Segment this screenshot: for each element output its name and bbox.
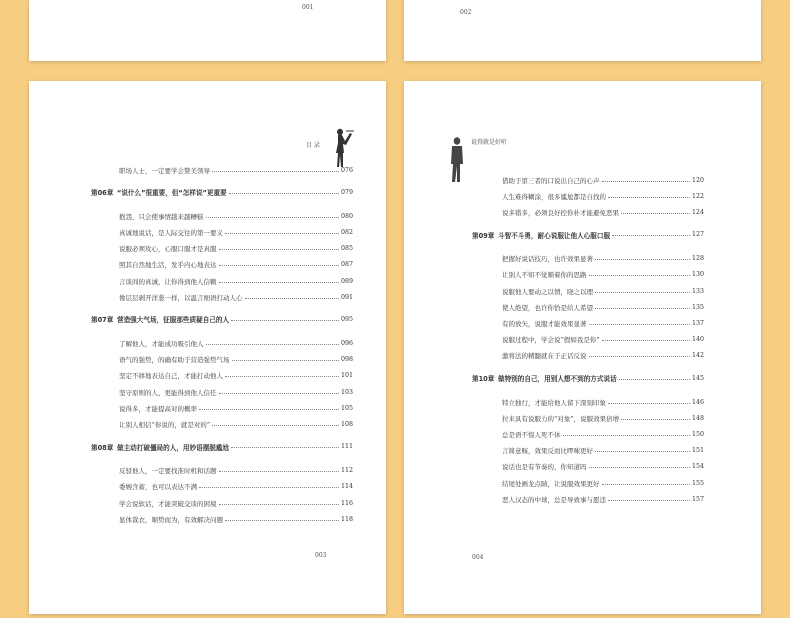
dot-leader xyxy=(231,320,339,321)
toc-item-title: 特立独行，才能给他人留下深刻印象 xyxy=(502,398,606,407)
toc-page-number: 155 xyxy=(691,479,704,487)
dot-leader xyxy=(206,344,339,345)
chapter-number: 第09章 xyxy=(472,231,495,240)
toc-item-title: 言谈间的真诚，让你得到他人信赖 xyxy=(119,277,217,286)
toc-item-row xyxy=(119,242,353,256)
dot-leader xyxy=(219,265,339,266)
dot-leader xyxy=(612,235,690,236)
toc-page-number: 085 xyxy=(340,245,353,253)
toc-page-number: 091 xyxy=(340,293,353,301)
page-number: 004 xyxy=(472,554,484,561)
toc-item-row xyxy=(502,349,704,363)
toc-page-number: 146 xyxy=(691,398,704,406)
toc-item-row xyxy=(502,476,704,490)
toc-page-number: 114 xyxy=(340,483,353,491)
toc-page-number: 135 xyxy=(691,303,704,311)
toc-page-number: 127 xyxy=(691,231,704,239)
dot-leader xyxy=(225,520,339,521)
toc-page-number: 124 xyxy=(691,208,704,216)
toc-item-title: 结尾处画龙点睛，让说服效果更好 xyxy=(502,479,600,488)
toc-item-title: 照其自然地生活，发乎内心地表达 xyxy=(119,261,217,270)
dot-leader xyxy=(595,451,690,452)
toc-page-number: 082 xyxy=(340,228,353,236)
chapter-number: 第07章 xyxy=(91,316,114,325)
chapter-title: 营造强大气场，征服那些质疑自己的人 xyxy=(117,316,230,325)
toc-item-title: 说服他人要动之以情，晓之以理 xyxy=(502,287,593,296)
chapter-title: 做主动打破僵局的人，用妙语摆脱尴尬 xyxy=(117,443,230,452)
chapter-title: “说什么”很重要，但“怎样说”更重要 xyxy=(117,189,227,198)
toc-item-row xyxy=(502,333,704,347)
toc-page-number: 150 xyxy=(691,430,704,438)
dot-leader xyxy=(219,393,339,394)
toc-item-title: 委婉含蓄，也可以表达不满 xyxy=(119,483,197,492)
toc-page-number: 148 xyxy=(691,414,704,422)
dot-leader xyxy=(589,324,690,325)
page-number: 001 xyxy=(302,4,314,11)
toc-item-title: 坚定不移地表达自己，才能打动他人 xyxy=(119,372,223,381)
toc-item-title: 抱怨，只会使事情越来越糟糕 xyxy=(119,212,204,221)
page-header: 目 录 xyxy=(306,142,320,149)
toc-item-title: 说话也是有节奏的，你知道吗 xyxy=(502,463,587,472)
toc-item-row xyxy=(502,252,704,266)
chapter-title: 斗智不斗勇，耐心说服让他人心服口服 xyxy=(498,231,611,240)
toc-page-number: 120 xyxy=(691,176,704,184)
toc-item-title: 有的放矢，说服才能效果显著 xyxy=(502,319,587,328)
dot-leader xyxy=(589,467,690,468)
chapter-number: 第06章 xyxy=(91,189,114,198)
dot-leader xyxy=(595,292,690,293)
dot-leader xyxy=(621,213,690,214)
dot-leader xyxy=(589,275,690,276)
dot-leader xyxy=(219,249,339,250)
toc-item-row xyxy=(502,427,704,441)
dot-leader xyxy=(589,356,690,357)
chapter-label xyxy=(472,373,617,383)
dot-leader xyxy=(219,282,339,283)
toc-page-number: 137 xyxy=(691,319,704,327)
toc-page-number: 087 xyxy=(340,261,353,269)
toc-item-title: 像层层剥开洋葱一样，以温言细语打动人心 xyxy=(119,293,243,302)
toc-item-title: 了解他人，才能成功吸引他人 xyxy=(119,339,204,348)
chapter-number: 第08章 xyxy=(91,443,114,452)
dot-leader xyxy=(619,379,690,380)
toc-item-title: 语气的强势，的确有助于营造强势气场 xyxy=(119,356,230,365)
dot-leader xyxy=(563,435,690,436)
toc-item-row xyxy=(502,460,704,474)
toc-item-title: 言简意赅，效果反而比啰嗦更好 xyxy=(502,447,593,456)
toc-page-number: 108 xyxy=(340,420,353,428)
toc-chapter-row xyxy=(472,371,704,385)
toc-page-number: 118 xyxy=(340,515,353,523)
page-number: 002 xyxy=(460,9,472,16)
toc-item-row xyxy=(119,464,353,478)
toc-item-title: 拉来具有说服力的“对象”，说服效果倍增 xyxy=(502,414,620,423)
toc-page-number: 076 xyxy=(340,166,353,174)
toc-item-title: 让别人不知不觉顺着你的思路 xyxy=(502,271,587,280)
chapter-label xyxy=(91,314,229,324)
page-003 xyxy=(29,81,386,614)
chapter-title: 做特别的自己，用别人想不到的方式说话 xyxy=(498,375,617,383)
dot-leader xyxy=(608,197,690,198)
toc-item-title: 坚守原则的人，更能得到他人信任 xyxy=(119,388,217,397)
dot-leader xyxy=(199,409,339,410)
toc-item-row xyxy=(502,189,704,203)
toc-item-row xyxy=(502,268,704,282)
dot-leader xyxy=(206,217,339,218)
page-header: 说得就是好听 xyxy=(471,139,508,146)
toc-item-row xyxy=(119,163,353,177)
page-number: 003 xyxy=(315,552,327,559)
dot-leader xyxy=(232,360,339,361)
dot-leader xyxy=(245,298,339,299)
toc-page-number: 095 xyxy=(340,315,353,323)
chapter-label xyxy=(91,442,229,452)
toc-page-number: 103 xyxy=(340,388,353,396)
toc-item-row xyxy=(502,492,704,506)
dot-leader xyxy=(225,233,339,234)
toc-item-title: 说服过程中，学会说“假如我是你” xyxy=(502,336,600,345)
toc-item-title: 恶人汉态的中球，总是导致事与愿违 xyxy=(502,495,606,504)
toc-item-title: 真诚地说话，是人际交往的第一要义 xyxy=(119,228,223,237)
toc-item-title: 人生难得糊涂，很多尴尬都是自找的 xyxy=(502,192,606,201)
page-001 xyxy=(29,0,386,61)
toc-item-title: 激将法的精髓就在于正话反说 xyxy=(502,352,587,361)
dot-leader xyxy=(199,487,339,488)
toc-page-number: 101 xyxy=(340,372,353,380)
toc-chapter-row xyxy=(91,440,353,454)
dot-leader xyxy=(225,376,339,377)
toc-item-row xyxy=(502,205,704,219)
toc-item-row xyxy=(502,411,704,425)
toc-item-row xyxy=(119,496,353,510)
toc-item-title: 借助于第三者的口说出自己的心声 xyxy=(502,176,600,185)
dot-leader xyxy=(602,181,690,182)
toc-page-number: 130 xyxy=(691,271,704,279)
dot-leader xyxy=(602,340,690,341)
dot-leader xyxy=(602,484,690,485)
toc-page-number: 133 xyxy=(691,287,704,295)
toc-item-row xyxy=(119,385,353,399)
toc-item-title: 说得多，才能提高对的概率 xyxy=(119,404,197,413)
toc-page-number: 151 xyxy=(691,447,704,455)
dot-leader xyxy=(595,259,690,260)
toc-item-row xyxy=(502,284,704,298)
dot-leader xyxy=(231,447,339,448)
toc-item-row xyxy=(502,300,704,314)
toc-page-number: 079 xyxy=(340,188,353,196)
toc-item-row xyxy=(502,444,704,458)
toc-item-row xyxy=(119,512,353,526)
toc-page-number: 098 xyxy=(340,356,353,364)
toc-item-row xyxy=(119,353,353,367)
toc-item-row xyxy=(119,480,353,494)
toc-item-title: 让别人相信“你说的，就是对的” xyxy=(119,420,211,429)
toc-item-title: 总是语不惊人死不休 xyxy=(502,430,561,439)
toc-item-title: 显体裁衣，顺势而为，有效解决问题 xyxy=(119,515,223,524)
toc-item-row xyxy=(119,336,353,350)
toc-item-row xyxy=(502,395,704,409)
toc-item-row xyxy=(119,417,353,431)
dot-leader xyxy=(621,419,690,420)
dot-leader xyxy=(212,171,339,172)
toc-item-row xyxy=(119,225,353,239)
toc-item-title: 学会说软话，才能突破交谈的困境 xyxy=(119,499,217,508)
toc-chapter-row xyxy=(472,228,704,242)
toc-item-title: 说服必须攻心，心服口服才是真服 xyxy=(119,245,217,254)
toc-page-number: 111 xyxy=(340,443,353,451)
toc-page-number: 157 xyxy=(691,495,704,503)
toc-item-row xyxy=(502,316,704,330)
toc-item-title: 使人绝望，也许你恰是给人希望 xyxy=(502,303,593,312)
toc-item-row xyxy=(119,258,353,272)
toc-item-row xyxy=(119,209,353,223)
dot-leader xyxy=(212,425,339,426)
toc-page-number: 116 xyxy=(340,499,353,507)
toc-item-row xyxy=(119,369,353,383)
dot-leader xyxy=(595,308,690,309)
toc-item-row xyxy=(119,274,353,288)
toc-chapter-row xyxy=(91,185,353,199)
toc-page-number: 112 xyxy=(340,467,353,475)
dot-leader xyxy=(219,471,339,472)
toc-page-number: 128 xyxy=(691,255,704,263)
chapter-label xyxy=(472,230,610,240)
toc-item-title: 反驳他人，一定要找准时机和话题 xyxy=(119,467,217,476)
toc-page-number: 096 xyxy=(340,339,353,347)
toc-page-number: 145 xyxy=(691,374,704,382)
toc-page-number: 089 xyxy=(340,277,353,285)
toc-page-number: 142 xyxy=(691,352,704,360)
toc-item-title: 把握好说话技巧，也许效果显著 xyxy=(502,255,593,264)
toc-item-title: 说多错多，必须良好控你朴才能避免恶果 xyxy=(502,208,619,217)
page-002 xyxy=(404,0,761,61)
man-figure-icon xyxy=(448,136,466,184)
dot-leader xyxy=(229,193,339,194)
dot-leader xyxy=(219,504,339,505)
toc-item-row xyxy=(119,401,353,415)
toc-page-number: 140 xyxy=(691,336,704,344)
toc-page-number: 154 xyxy=(691,463,704,471)
toc-page-number: 080 xyxy=(340,212,353,220)
toc-item-title: 职场人士，一定要学会赞美领导 xyxy=(119,166,210,175)
toc-chapter-row xyxy=(91,312,353,326)
page-004 xyxy=(404,81,761,614)
chapter-number: 第10章 xyxy=(472,375,495,383)
dot-leader xyxy=(608,500,690,501)
dot-leader xyxy=(608,403,690,404)
toc-item-row xyxy=(502,173,704,187)
toc-page-number: 122 xyxy=(691,192,704,200)
toc-page-number: 105 xyxy=(340,404,353,412)
toc-item-row xyxy=(119,290,353,304)
chapter-label xyxy=(91,187,227,197)
